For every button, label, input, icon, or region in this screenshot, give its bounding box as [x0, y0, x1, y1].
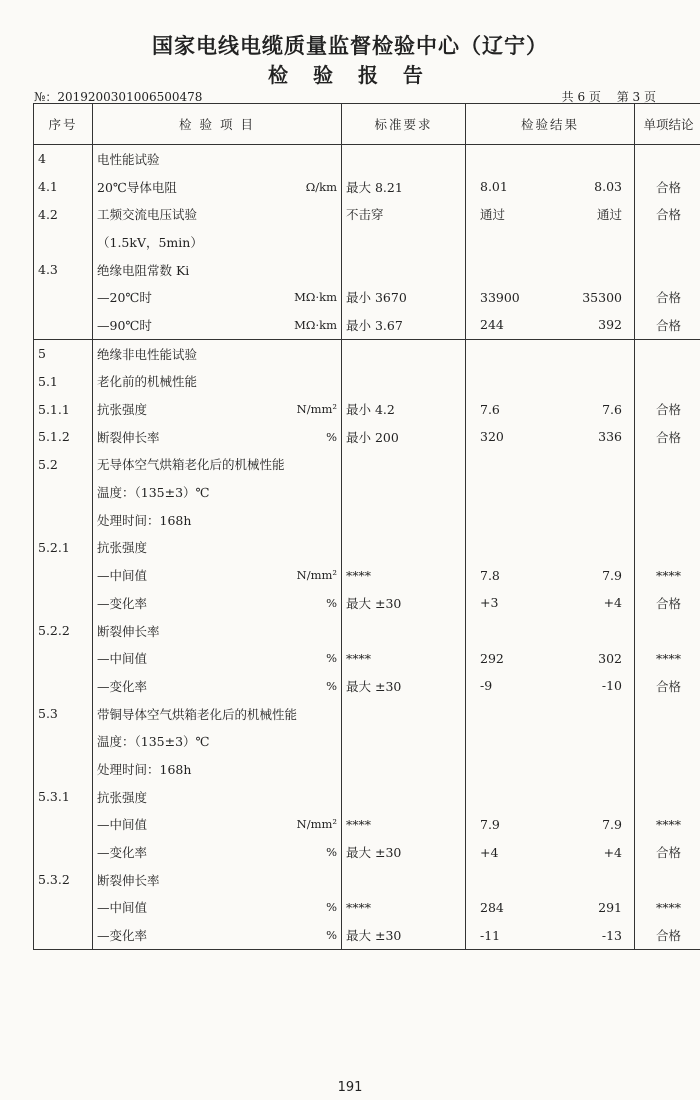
row-number [34, 283, 93, 311]
col-header-item: 检 验 项 目 [93, 104, 342, 145]
row-standard [342, 727, 466, 755]
table-row [34, 700, 700, 728]
row-conclusion [635, 866, 700, 894]
row-number [34, 478, 93, 506]
row-result-1: +3 [480, 595, 499, 611]
table-row [34, 368, 700, 396]
row-result-cell [466, 672, 635, 700]
row-item-cell [93, 339, 342, 367]
row-result-cell [466, 700, 635, 728]
page-total: 共 6 页 [561, 90, 601, 104]
row-unit: % [326, 845, 337, 860]
row-item: 绝缘非电性能试验 [97, 346, 198, 362]
inspection-table [33, 103, 700, 950]
row-item-cell [93, 283, 342, 311]
row-item: 断裂伸长率 [97, 429, 160, 445]
row-result-1: -9 [480, 678, 493, 694]
row-result-1: 7.8 [480, 567, 500, 583]
row-conclusion [635, 478, 700, 506]
row-unit: N/mm² [296, 817, 337, 832]
table-row [34, 228, 700, 256]
row-unit: Ω/km [305, 179, 337, 194]
row-result-cell [466, 921, 635, 949]
row-result-2: -13 [601, 927, 622, 943]
row-conclusion [635, 755, 700, 783]
row-item-cell [93, 755, 342, 783]
row-number [34, 311, 93, 339]
row-result-2: 8.03 [594, 179, 622, 195]
row-item-cell [93, 145, 342, 173]
row-item-cell [93, 617, 342, 645]
row-standard: 不击穿 [342, 200, 466, 228]
row-result-cell [466, 755, 635, 783]
row-standard: 最大 ±30 [342, 672, 466, 700]
row-result-1: 320 [480, 429, 504, 445]
col-header-conclusion: 单项结论 [635, 104, 700, 145]
row-result-cell [466, 811, 635, 839]
row-result-cell [466, 561, 635, 589]
row-item-cell [93, 368, 342, 396]
row-conclusion [635, 368, 700, 396]
row-number [34, 228, 93, 256]
row-number [34, 672, 93, 700]
row-item: —变化率 [97, 678, 148, 694]
row-item: 无导体空气烘箱老化后的机械性能 [97, 457, 285, 473]
row-number: 4.3 [34, 256, 93, 284]
row-unit: % [326, 651, 337, 666]
row-conclusion: 合格 [635, 173, 700, 201]
row-result-cell [466, 866, 635, 894]
table-row [34, 311, 700, 339]
row-conclusion [635, 534, 700, 562]
row-result-cell [466, 617, 635, 645]
row-result-cell [466, 894, 635, 922]
table-row [34, 423, 700, 451]
table-row [34, 451, 700, 479]
row-result-1: 7.6 [480, 401, 500, 417]
row-conclusion [635, 228, 700, 256]
row-conclusion: 合格 [635, 283, 700, 311]
row-conclusion: 合格 [635, 395, 700, 423]
table-row [34, 811, 700, 839]
row-conclusion [635, 145, 700, 173]
row-standard [342, 866, 466, 894]
row-item-cell [93, 506, 342, 534]
row-item-cell [93, 256, 342, 284]
row-result-2: 7.9 [602, 567, 622, 583]
table-row [34, 672, 700, 700]
row-conclusion: **** [635, 644, 700, 672]
row-item-cell [93, 311, 342, 339]
table-row [34, 644, 700, 672]
row-result-cell [466, 228, 635, 256]
row-result-2: +4 [603, 844, 622, 860]
row-result-1: 284 [480, 899, 504, 915]
row-standard [342, 700, 466, 728]
row-conclusion: 合格 [635, 672, 700, 700]
row-standard: **** [342, 811, 466, 839]
row-unit: % [326, 595, 337, 610]
row-conclusion [635, 727, 700, 755]
row-number: 5.3.2 [34, 866, 93, 894]
row-conclusion [635, 339, 700, 367]
row-unit: N/mm² [296, 568, 337, 583]
row-item-cell [93, 423, 342, 451]
table-row [34, 838, 700, 866]
row-result-cell [466, 145, 635, 173]
row-item: 老化前的机械性能 [97, 374, 198, 390]
row-item: 温度：（135±3）℃ [97, 485, 210, 501]
row-result-cell [466, 283, 635, 311]
row-standard [342, 256, 466, 284]
row-item: —中间值 [97, 651, 148, 667]
row-result-2: 291 [598, 899, 622, 915]
row-unit: % [326, 928, 337, 943]
row-standard: 最大 ±30 [342, 921, 466, 949]
row-result-cell [466, 589, 635, 617]
row-result-cell [466, 451, 635, 479]
row-item-cell [93, 811, 342, 839]
row-item-cell [93, 644, 342, 672]
row-number [34, 727, 93, 755]
table-row [34, 283, 700, 311]
table-row [34, 534, 700, 562]
row-item-cell [93, 894, 342, 922]
row-result-1: +4 [480, 844, 499, 860]
table-row [34, 145, 700, 173]
row-result-cell [466, 423, 635, 451]
table-row [34, 200, 700, 228]
row-number: 5.3.1 [34, 783, 93, 811]
row-item-cell [93, 200, 342, 228]
row-number: 5.2.2 [34, 617, 93, 645]
row-item-cell [93, 672, 342, 700]
table-row [34, 589, 700, 617]
row-result-2: 通过 [596, 207, 622, 223]
row-item: —变化率 [97, 595, 148, 611]
table-row [34, 561, 700, 589]
row-item: 带铜导体空气烘箱老化后的机械性能 [97, 706, 298, 722]
row-conclusion [635, 451, 700, 479]
row-conclusion [635, 700, 700, 728]
table-row [34, 173, 700, 201]
row-unit: MΩ·km [294, 290, 337, 305]
row-item-cell [93, 451, 342, 479]
row-conclusion: 合格 [635, 423, 700, 451]
row-standard [342, 534, 466, 562]
row-result-2: 336 [598, 429, 622, 445]
row-number: 5.3 [34, 700, 93, 728]
row-standard: 最小 200 [342, 423, 466, 451]
report-subtitle: 检 验 报 告 [268, 63, 432, 87]
row-result-1: 7.9 [480, 816, 500, 832]
row-conclusion: 合格 [635, 589, 700, 617]
row-item: —中间值 [97, 568, 148, 584]
row-item: —90℃时 [97, 317, 152, 333]
row-result-2: 7.9 [602, 816, 622, 832]
row-item-cell [93, 783, 342, 811]
row-number [34, 811, 93, 839]
table-body [34, 145, 700, 950]
row-item: 绝缘电阻常数 Ki [97, 262, 190, 278]
row-standard: 最大 ±30 [342, 589, 466, 617]
row-result-cell [466, 311, 635, 339]
table-row [34, 727, 700, 755]
row-number [34, 561, 93, 589]
row-item-cell [93, 534, 342, 562]
row-standard: **** [342, 561, 466, 589]
row-unit: % [326, 678, 337, 693]
table-header-row [34, 104, 700, 145]
row-result-1: 33900 [480, 289, 520, 305]
row-item: 抗张强度 [97, 789, 148, 805]
row-number: 5.1.2 [34, 423, 93, 451]
row-item-cell [93, 228, 342, 256]
row-result-1: -11 [480, 927, 501, 943]
row-result-cell [466, 200, 635, 228]
row-standard [342, 755, 466, 783]
col-header-standard: 标准要求 [342, 104, 466, 145]
row-conclusion [635, 617, 700, 645]
row-item: 温度：（135±3）℃ [97, 734, 210, 750]
row-item: 20℃导体电阻 [97, 179, 177, 195]
row-standard: **** [342, 644, 466, 672]
row-number: 5.2 [34, 451, 93, 479]
row-number [34, 644, 93, 672]
row-item: 抗张强度 [97, 402, 148, 418]
table-row [34, 256, 700, 284]
row-conclusion: 合格 [635, 311, 700, 339]
row-result-2: 35300 [582, 289, 622, 305]
col-header-result: 检验结果 [466, 104, 635, 145]
row-conclusion: **** [635, 811, 700, 839]
row-unit: N/mm² [296, 402, 337, 417]
row-result-2: 7.6 [602, 401, 622, 417]
row-result-cell [466, 395, 635, 423]
row-item-cell [93, 700, 342, 728]
row-number: 5.1.1 [34, 395, 93, 423]
row-result-cell [466, 783, 635, 811]
row-item: —中间值 [97, 817, 148, 833]
row-item-cell [93, 395, 342, 423]
page-current: 第 3 页 [616, 90, 656, 104]
row-conclusion [635, 256, 700, 284]
row-item-cell [93, 727, 342, 755]
row-item: 工频交流电压试验 [97, 207, 198, 223]
row-number: 5.2.1 [34, 534, 93, 562]
row-result-cell [466, 644, 635, 672]
row-number: 4 [34, 145, 93, 173]
table-row [34, 339, 700, 367]
row-standard: 最小 3670 [342, 283, 466, 311]
table-row [34, 894, 700, 922]
row-item-cell [93, 478, 342, 506]
row-item-cell [93, 561, 342, 589]
table-row [34, 921, 700, 949]
report-number: №：2019200301006500478 [34, 90, 203, 104]
row-result-2: 302 [598, 650, 622, 666]
row-result-1: 8.01 [480, 179, 508, 195]
row-item-cell [93, 838, 342, 866]
row-item: 处理时间：168h [97, 761, 192, 777]
row-result-1: 244 [480, 317, 504, 333]
row-item: 电性能试验 [97, 151, 160, 167]
row-standard: 最大 8.21 [342, 173, 466, 201]
row-conclusion: 合格 [635, 200, 700, 228]
row-result-cell [466, 534, 635, 562]
row-result-cell [466, 173, 635, 201]
row-standard [342, 451, 466, 479]
row-result-2: +4 [603, 595, 622, 611]
row-number [34, 894, 93, 922]
table-row [34, 478, 700, 506]
row-result-cell [466, 256, 635, 284]
row-standard [342, 617, 466, 645]
row-result-cell [466, 339, 635, 367]
row-item: 断裂伸长率 [97, 872, 160, 888]
row-conclusion: **** [635, 894, 700, 922]
row-item: —中间值 [97, 900, 148, 916]
row-number [34, 838, 93, 866]
row-standard: 最小 3.67 [342, 311, 466, 339]
row-number: 4.2 [34, 200, 93, 228]
row-item: 处理时间：168h [97, 512, 192, 528]
row-standard [342, 506, 466, 534]
row-number [34, 589, 93, 617]
row-result-cell [466, 478, 635, 506]
row-number: 5 [34, 339, 93, 367]
report-title: 国家电线电缆质量监督检验中心（辽宁） [152, 34, 548, 58]
row-standard [342, 339, 466, 367]
row-standard [342, 478, 466, 506]
row-conclusion: **** [635, 561, 700, 589]
table-row [34, 866, 700, 894]
row-result-cell [466, 506, 635, 534]
row-standard: 最小 4.2 [342, 395, 466, 423]
table-row [34, 617, 700, 645]
row-item: （1.5kV，5min） [97, 234, 203, 250]
row-conclusion [635, 783, 700, 811]
row-item-cell [93, 921, 342, 949]
row-unit: % [326, 900, 337, 915]
row-number [34, 921, 93, 949]
row-standard [342, 783, 466, 811]
row-item-cell [93, 589, 342, 617]
row-item: —20℃时 [97, 290, 152, 306]
row-unit: MΩ·km [294, 317, 337, 332]
row-result-cell [466, 368, 635, 396]
row-standard [342, 145, 466, 173]
row-conclusion: 合格 [635, 921, 700, 949]
col-header-no: 序号 [34, 104, 93, 145]
row-conclusion [635, 506, 700, 534]
row-item: —变化率 [97, 928, 148, 944]
row-number: 5.1 [34, 368, 93, 396]
row-result-cell [466, 838, 635, 866]
row-number [34, 506, 93, 534]
row-standard [342, 368, 466, 396]
row-result-1: 通过 [480, 207, 506, 223]
row-standard: 最大 ±30 [342, 838, 466, 866]
row-unit: % [326, 429, 337, 444]
table-row [34, 783, 700, 811]
row-item-cell [93, 173, 342, 201]
row-standard: **** [342, 894, 466, 922]
row-result-2: 392 [598, 317, 622, 333]
row-item: 抗张强度 [97, 540, 148, 556]
row-standard [342, 228, 466, 256]
row-item-cell [93, 866, 342, 894]
page-number: 191 [337, 1080, 363, 1095]
table-row [34, 506, 700, 534]
row-item: 断裂伸长率 [97, 623, 160, 639]
table-row [34, 395, 700, 423]
row-conclusion: 合格 [635, 838, 700, 866]
row-item: —变化率 [97, 845, 148, 861]
row-number [34, 755, 93, 783]
row-result-cell [466, 727, 635, 755]
row-number: 4.1 [34, 173, 93, 201]
table-row [34, 755, 700, 783]
row-result-2: -10 [601, 678, 622, 694]
row-result-1: 292 [480, 650, 504, 666]
